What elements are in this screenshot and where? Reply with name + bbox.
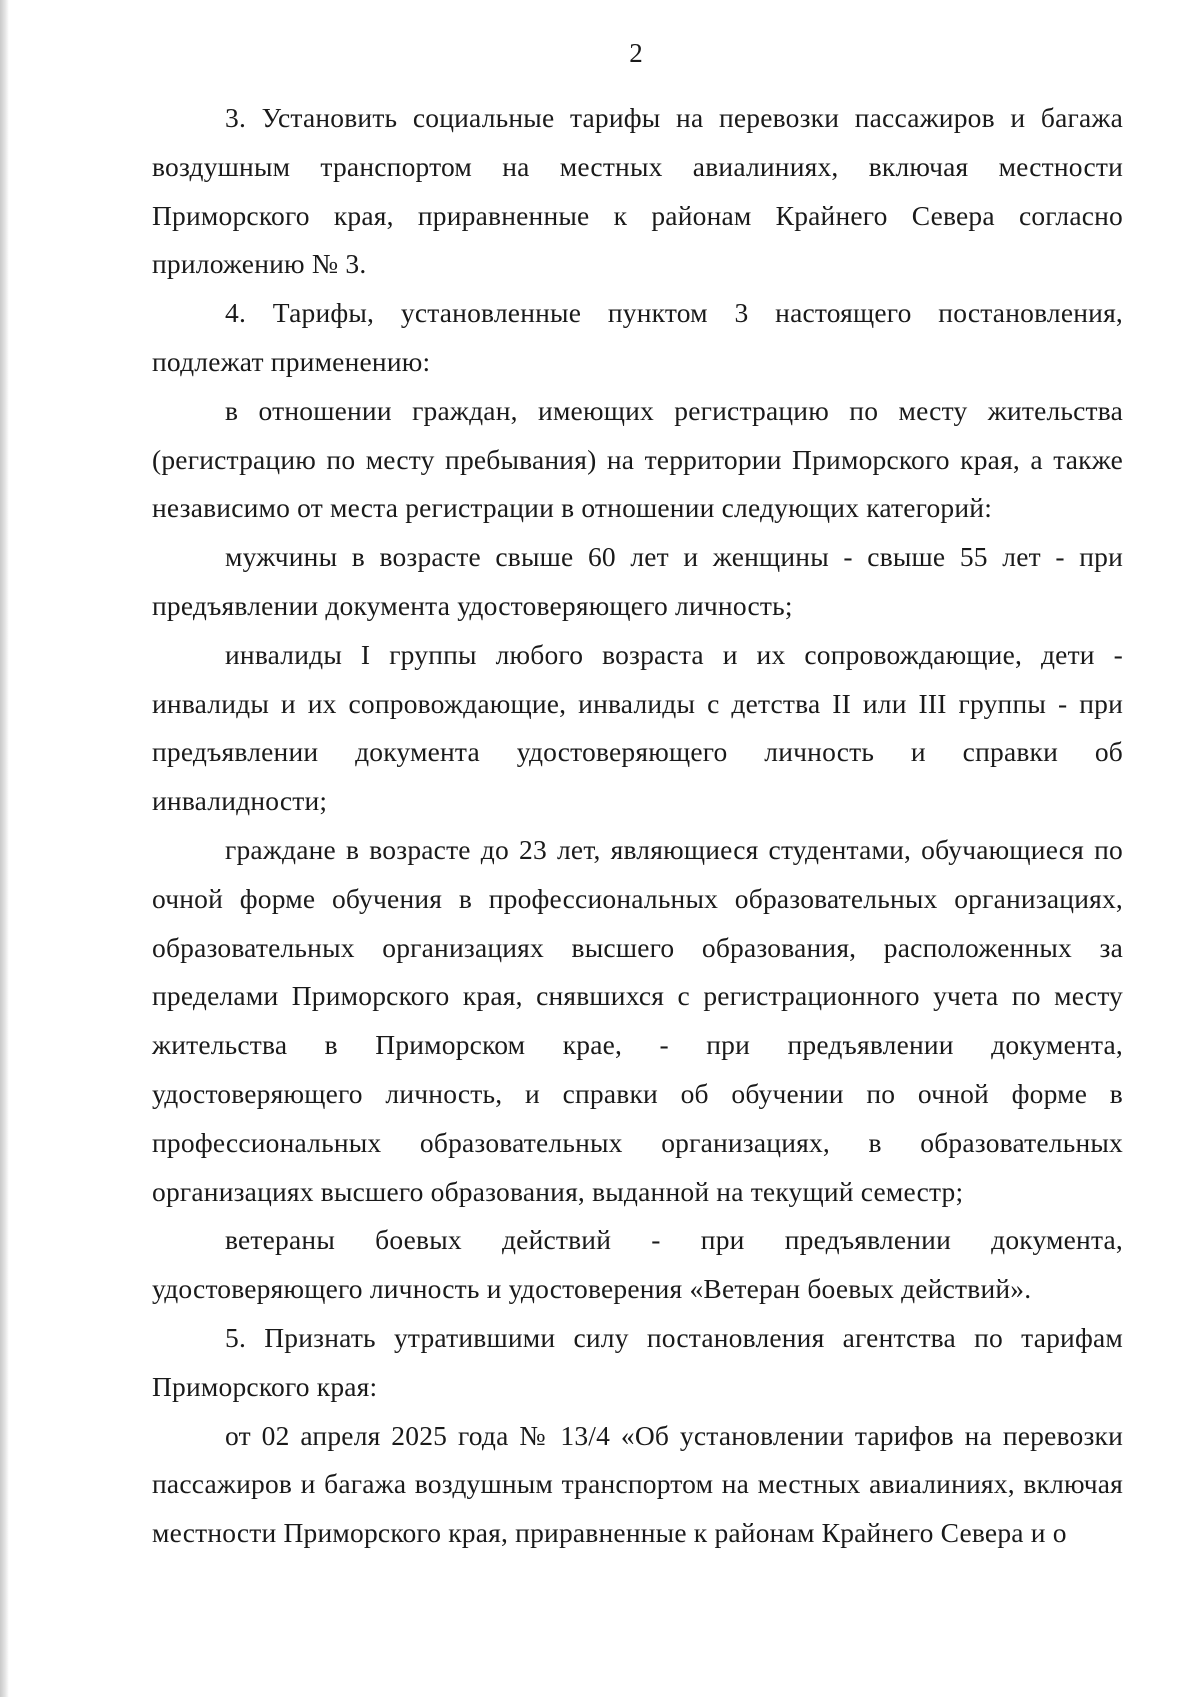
paragraph-item-5: 5. Признать утратившими силу постановления агентства по тарифам Приморского края: xyxy=(152,1321,1123,1402)
scan-edge-shadow xyxy=(0,0,9,1697)
paragraph-item-3: 3. Установить социальные тарифы на перевозки пассажиров и багажа воздушным транспортом на местных авиалиниях, включая местности Приморского края, приравненные к районам Крайнего Севера согласно приложению № 3. xyxy=(152,102,1123,280)
paragraph-item-4: 4. Тарифы, установленные пунктом 3 настоящего постановления, подлежат применению: xyxy=(152,297,1123,377)
paragraph-disabled: инвалиды I группы любого возраста и их сопровождающие, дети - инвалиды и их сопровождающие, инвалиды с детства II или III группы - при предъявлении документа удостоверяющего личность и справки об инвалидности; xyxy=(152,638,1123,817)
paragraph-pensioners: мужчины в возрасте свыше 60 лет и женщины - свыше 55 лет - при предъявлении документа удостоверяющего личность; xyxy=(152,541,1123,621)
paragraph-repealed-resolution: от 02 апреля 2025 года № 13/4 «Об установлении тарифов на перевозки пассажиров и багажа воздушным транспортом на местных авиалиниях, включая местности Приморского края, приравненные к районам Крайнего Севера и о xyxy=(152,1419,1123,1549)
page-number: 2 xyxy=(629,38,643,68)
paragraph-students: граждане в возрасте до 23 лет, являющиеся студентами, обучающиеся по очной форме обучения в профессиональных образовательных организациях, образовательных организациях высшего образования, расположенных за пределами Приморского края, снявшихся с регистрационного учета по месту жительства в Приморском крае, - при предъявлении документа, удостоверяющего личность, и справки об обучении по очной форме в профессиональных образовательных организациях, в образовательных организациях высшего образования, выданной на текущий семестр; xyxy=(152,833,1123,1207)
document-body xyxy=(152,94,1123,1558)
paragraph-veterans: ветераны боевых действий - при предъявлении документа, удостоверяющего личность и удостоверения «Ветеран боевых действий». xyxy=(152,1224,1123,1305)
paragraph-residents: в отношении граждан, имеющих регистрацию по месту жительства (регистрацию по месту пребывания) на территории Приморского края, а также независимо от места регистрации в отношении следующих категорий: xyxy=(152,394,1123,524)
